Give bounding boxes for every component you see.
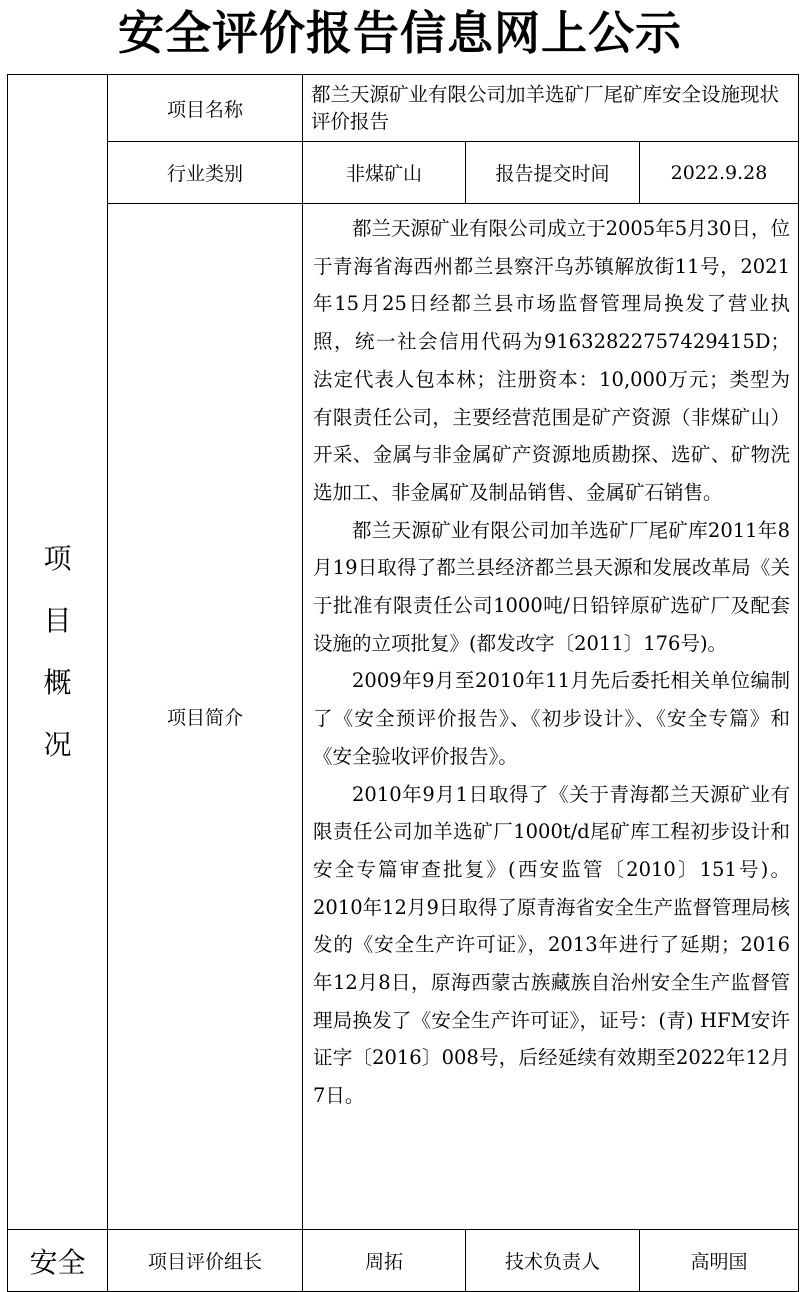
intro-paragraph: 2009年9月至2010年11月先后委托相关单位编制了《安全预评价报告》、《初步设计》、《安全专篇》和《安全验收评价报告》。 — [313, 669, 790, 768]
intro-paragraph: 2010年9月1日取得了《关于青海都兰天源矿业有限责任公司加羊选矿厂1000t/d尾矿库工程初步设计和安全专篇审查批复》(西安监管〔2010〕151号)。2010年12月9日取得了原青海省安全生产监督管理局核发的《安全生产许可证》，2013年进行了延期；2016年12月8日，原海西蒙古族藏族自治州安全生产监督管理局换发了《安全生产许可证》，证号：(青) HFM安许证字〔2016〕008号，后经延续有效期至2022年12月7日。 — [313, 782, 790, 1108]
submit-time-label: 报告提交时间 — [466, 142, 640, 204]
leader-value: 周拓 — [303, 1230, 466, 1292]
project-name-label: 项目名称 — [108, 75, 303, 142]
tech-lead-label: 技术负责人 — [466, 1230, 640, 1292]
industry-value: 非煤矿山 — [303, 142, 466, 204]
intro-paragraph: 都兰天源矿业有限公司成立于2005年5月30日，位于青海省海西州都兰县察汗乌苏镇解放街11号，2021年15月25日经都兰县市场监督管理局换发了营业执照，统一社会信用代码为91632822757429415D；法定代表人包本林；注册资本：10,000万元；类型为有限责任公司，主要经营范围是矿产资源（非煤矿山）开采、金属与非金属矿产资源地质勘探、选矿、矿物洗选加工、非金属矿及制品销售、金属矿石销售。 — [313, 217, 790, 504]
safety-section-label: 安全 — [8, 1230, 108, 1292]
intro-content — [303, 204, 799, 1230]
intro-paragraph: 都兰天源矿业有限公司加羊选矿厂尾矿库2011年8月19日取得了都兰县经济都兰县天源和发展改革局《关于批准有限责任公司1000吨/日铅锌原矿选矿厂及配套设施的立项批复》(都发改字〔2011〕176号)。 — [313, 518, 790, 655]
industry-label: 行业类别 — [108, 142, 303, 204]
intro-label: 项目简介 — [108, 204, 303, 1230]
page-title: 安全评价报告信息网上公示 — [118, 6, 682, 60]
project-name-value: 都兰天源矿业有限公司加羊选矿厂尾矿库安全设施现状评价报告 — [303, 75, 799, 142]
info-table — [7, 74, 799, 1292]
submit-time-value: 2022.9.28 — [640, 142, 799, 204]
leader-label: 项目评价组长 — [108, 1230, 303, 1292]
overview-section-label: 项 目 概 况 — [8, 75, 108, 1230]
tech-lead-value: 高明国 — [640, 1230, 799, 1292]
